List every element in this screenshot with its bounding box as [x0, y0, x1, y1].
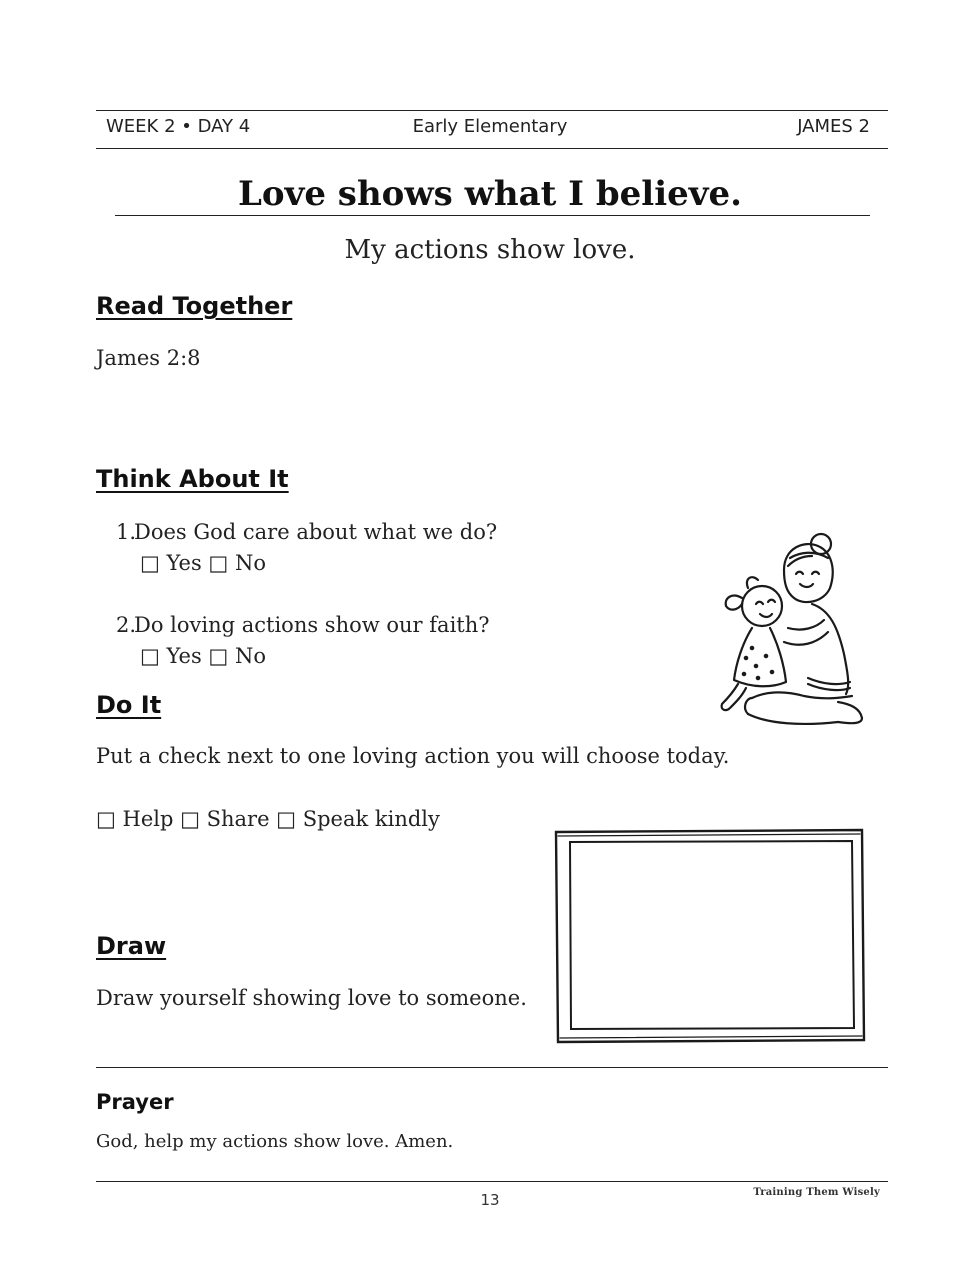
title-underline — [115, 215, 870, 216]
question-1-number: 1. — [116, 520, 137, 544]
question-2-text: Do loving actions show our faith? — [134, 613, 490, 637]
header-book: JAMES 2 — [797, 116, 870, 137]
loving-action-options[interactable]: □ Help □ Share □ Speak kindly — [96, 807, 440, 831]
question-2-options[interactable]: □ Yes □ No — [140, 644, 266, 668]
question-1-text: Does God care about what we do? — [134, 520, 498, 544]
header-week-day: WEEK 2 • DAY 4 — [106, 116, 251, 137]
mother-hugging-child-icon — [712, 528, 872, 733]
scripture-reference: James 2:8 — [96, 346, 201, 370]
question-2-number: 2. — [116, 613, 137, 637]
footer-rule — [96, 1181, 888, 1182]
header-top-rule — [96, 110, 888, 111]
think-about-it-heading: Think About It — [96, 465, 289, 493]
do-it-heading: Do It — [96, 691, 162, 719]
page-subtitle: My actions show love. — [344, 235, 636, 265]
header-level: Early Elementary — [412, 116, 568, 137]
question-1-options[interactable]: □ Yes □ No — [140, 551, 266, 575]
prayer-text: God, help my actions show love. Amen. — [96, 1131, 454, 1152]
prayer-heading: Prayer — [96, 1090, 174, 1114]
header-bottom-rule — [96, 148, 888, 149]
prayer-top-rule — [96, 1067, 888, 1068]
do-it-instruction: Put a check next to one loving action you will choose today. — [96, 744, 730, 768]
page-title: Love shows what I believe. — [238, 174, 742, 214]
drawing-frame[interactable] — [552, 826, 868, 1046]
read-together-heading: Read Together — [96, 292, 293, 320]
draw-heading: Draw — [96, 932, 167, 960]
training-them-wisely-logo: Training Them Wisely — [753, 1187, 880, 1198]
page-number: 13 — [480, 1191, 500, 1209]
draw-instruction: Draw yourself showing love to someone. — [96, 986, 527, 1010]
